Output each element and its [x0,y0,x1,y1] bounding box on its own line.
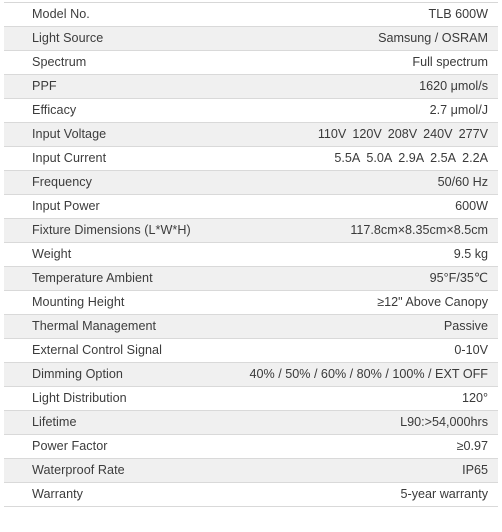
current-value: 5.5A [334,151,361,166]
current-value: 2.5A [430,151,457,166]
spec-row-frequency [4,171,498,195]
voltage-value: 240V [423,127,453,142]
spec-row-light-source [4,27,498,51]
spec-table [4,2,498,507]
spec-label: Fixture Dimensions (L*W*H) [32,223,191,238]
spec-row-ppf [4,75,498,99]
spec-label: External Control Signal [32,343,162,358]
spec-row-weight [4,243,498,267]
spec-value: 50/60 Hz [437,175,488,190]
spec-row-thermal-management [4,315,498,339]
spec-label: Efficacy [32,103,77,118]
spec-value: Full spectrum [412,55,488,70]
spec-row-spectrum [4,51,498,75]
spec-label: Mounting Height [32,295,125,310]
spec-row-light-distribution [4,387,498,411]
spec-value: IP65 [462,463,488,478]
spec-value: 0-10V [454,343,488,358]
spec-row-input-voltage [4,123,498,147]
spec-value: L90:>54,000hrs [400,415,488,430]
spec-value: 5-year warranty [400,487,488,502]
spec-label: Light Source [32,31,104,46]
current-value: 5.0A [366,151,393,166]
spec-value: Samsung / OSRAM [378,31,488,46]
voltage-value: 110V [317,127,347,142]
spec-value: 95°F/35℃ [429,271,488,286]
spec-value: Passive [443,319,488,334]
voltage-value: 208V [387,127,418,142]
spec-row-dimming-option [4,363,498,387]
spec-label: Light Distribution [32,391,127,406]
voltage-value: 120V [352,127,382,142]
spec-value: 9.5 kg [453,247,488,262]
spec-label: Model No. [32,7,90,22]
spec-value-group [318,128,488,141]
spec-row-fixture-dimensions [4,219,498,243]
spec-value: TLB 600W [428,7,488,22]
spec-value: ≥0.97 [456,439,488,454]
spec-label: Power Factor [32,439,108,454]
spec-label: Temperature Ambient [32,271,153,286]
voltage-value: 277V [458,127,488,142]
spec-label: Warranty [32,487,84,502]
spec-row-temperature-ambient [4,267,498,291]
spec-value: 600W [455,199,488,214]
spec-row-input-current [4,147,498,171]
spec-label: Input Power [32,199,100,214]
spec-label: Waterproof Rate [32,463,125,478]
spec-value: 40% / 50% / 60% / 80% / 100% / EXT OFF [249,367,488,382]
spec-label: Dimming Option [32,367,123,382]
spec-label: Thermal Management [32,319,157,334]
spec-row-input-power [4,195,498,219]
spec-value: 117.8cm×8.35cm×8.5cm [350,223,488,238]
spec-row-warranty [4,483,498,507]
spec-row-waterproof-rate [4,459,498,483]
spec-label: Spectrum [32,55,87,70]
spec-label: PPF [32,79,57,94]
spec-label: Input Voltage [32,127,107,142]
spec-row-external-control-signal [4,339,498,363]
spec-row-mounting-height [4,291,498,315]
current-value: 2.2A [462,151,488,166]
spec-value: 1620 μmol/s [419,79,488,94]
spec-label: Frequency [32,175,92,190]
spec-row-model-no [4,3,498,27]
spec-value: ≥12" Above Canopy [377,295,488,310]
spec-value-group [334,152,488,165]
spec-label: Lifetime [32,415,77,430]
spec-value: 2.7 μmol/J [429,103,488,118]
spec-label: Input Current [32,151,107,166]
spec-row-power-factor [4,435,498,459]
current-value: 2.9A [398,151,425,166]
spec-label: Weight [32,247,72,262]
spec-value: 120° [461,391,488,406]
spec-row-lifetime [4,411,498,435]
spec-row-efficacy [4,99,498,123]
